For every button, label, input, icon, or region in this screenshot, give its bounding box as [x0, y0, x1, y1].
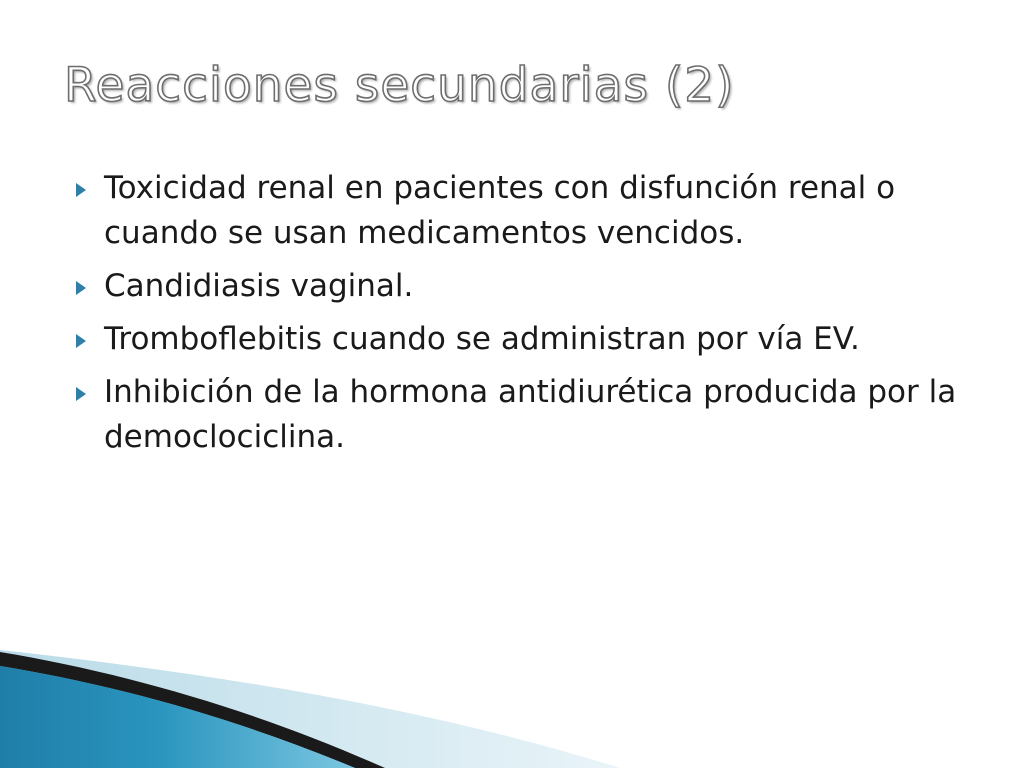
bullet-list — [68, 166, 968, 468]
triangle-right-icon — [76, 334, 86, 348]
triangle-right-icon — [76, 183, 86, 197]
wave-dark — [0, 652, 385, 768]
bullet-item — [68, 370, 968, 460]
bullet-text: Tromboflebitis cuando se administran por vía EV. — [104, 321, 860, 357]
bullet-text: Toxicidad renal en pacientes con disfunción renal o cuando se usan medicamentos vencidos. — [104, 170, 896, 251]
slide-title: Reacciones secundarias (2) — [64, 58, 735, 113]
bullet-item — [68, 166, 968, 256]
wave-blue — [0, 666, 355, 768]
triangle-right-icon — [76, 281, 86, 295]
bullet-item — [68, 264, 968, 309]
triangle-right-icon — [76, 387, 86, 401]
bullet-text: Candidiasis vaginal. — [104, 268, 414, 304]
bullet-item — [68, 317, 968, 362]
bullet-text: Inhibición de la hormona antidiurética producida por la democlociclina. — [104, 374, 957, 455]
wave-light — [0, 650, 620, 768]
